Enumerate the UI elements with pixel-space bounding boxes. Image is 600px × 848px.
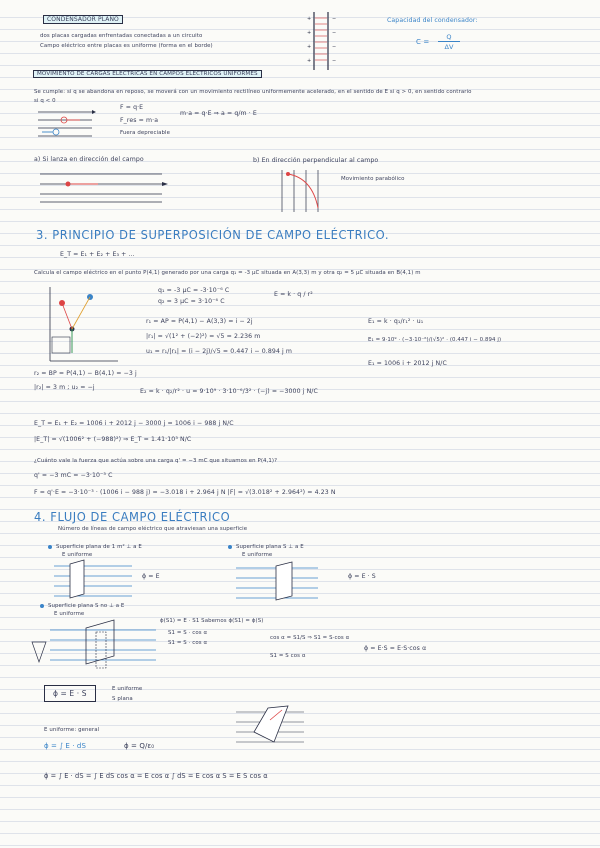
cos-alpha-relation: cos α = S1/S ⇒ S1 = S·cos α [270,635,350,641]
case-2-sub: E uniforme [242,552,273,558]
capacitor-plates-diagram [292,10,352,76]
capacity-num: Q [446,33,452,41]
svg-text:+: + [307,16,312,22]
case-2-label: Superficie plana S ⊥ a E [228,544,304,550]
total-field-modulus: |E_T| = √(1006² + (−988)²) ⇒ E_T = 1.41·10³ N/C [34,436,192,443]
r1-modulus: |r₁| = √(1² + (−2)²) = √5 = 2.236 m [146,333,261,340]
case-2-diagram [236,562,320,602]
data-q1: q₁ = -3 μC = -3·10⁻⁶ C [158,287,230,294]
general-surface-diagram [236,702,306,752]
case-3-sub: E uniforme [54,611,85,617]
svg-text:+: + [307,58,312,64]
fraction-bar [438,41,460,42]
capacitor-line-1: dos placas cargadas enfrentadas conectadas a un circuito [40,33,203,39]
general-flux-integral: ϕ = ∫ E · dS [44,742,86,750]
svg-text:+: + [307,30,312,36]
r2-modulus: |r₂| = 3 m ; u₂ = −j [34,384,95,391]
q-prime-value: q' = −3 mC = −3·10⁻³ C [34,472,113,479]
boxed-note-2: S plana [112,696,133,702]
case-b-label: b) En dirección perpendicular al campo [253,157,379,164]
capacity-formula-lhs: C = [416,38,430,46]
case-1-sub: E uniforme [62,552,93,558]
case-1-label: Superficie plana de 1 m² ⊥ a E [48,544,142,550]
field-formula: E = k · q / r² [274,291,313,298]
superposition-principle: E_T = E₁ + E₂ + E₃ + ... [60,251,135,258]
motion-eq-3: m·a = q·E ⇒ a = q/m · E [180,110,257,117]
case-b-diagram [272,168,336,216]
motion-eq-1: F = q·E [120,104,144,111]
svg-text:−: − [332,44,337,50]
flux-definition: Número de líneas de campo eléctrico que atraviesan una superficie [58,526,248,532]
parabolic-label: Movimiento parabólico [341,176,405,182]
coordinate-sketch [38,283,120,365]
capacitor-title: CONDENSADOR PLANO [43,15,123,24]
calc-line-2: S1 = S · cos α [168,630,208,636]
section-3-heading: 3. PRINCIPIO DE SUPERPOSICIÓN DE CAMPO ELÉCTRICO. [36,227,390,242]
r1-vector: r₁ = AP = P(4,1) − A(3,3) = i − 2j [146,318,253,325]
e2-result: E₂ = k · q₂/r² · u = 9·10⁹ · 3·10⁻⁶/3² · (−j) = −3000 j N/C [140,388,318,395]
u1-vector: u₁ = r₁/|r₁| = (i − 2j)/√5 = 0.447 i − 0.894 j m [146,348,293,355]
motion-line-1b: si q < 0 [34,98,56,104]
calc-line-4: S1 = S cos α [270,653,306,659]
svg-text:+: + [307,44,312,50]
calc-line-1: ϕ(S1) = E · S1 Sabemos ϕ(S1) = ϕ(S) [160,618,264,624]
problem-1-statement: Calcula el campo eléctrico en el punto P(4,1) generado por una carga q₁ = -3 μC situada en A(3,3) m y otra q₂ = 5 μC situada en B(4,1) m [34,270,421,276]
r2-vector: r₂ = BP = P(4,1) − B(4,1) = −3 j [34,370,137,377]
svg-text:−: − [332,58,337,64]
general-case-label: E uniforme: general [44,727,100,733]
force-result: F = q'·E = −3·10⁻³ · (1006 i − 988 j) = −3.018 i + 2.964 j N |F| = √(3.018² + 2.964²) = 4.23 N [34,489,336,496]
boxed-flux-formula: ϕ = E · S [44,685,96,702]
flux-case-1: ϕ = E [142,573,160,580]
boxed-note-1: E uniforme [112,686,143,692]
case-1-diagram [54,560,134,600]
gauss-flux: ϕ = Q/ε₀ [124,742,155,750]
capacitor-line-2: Campo eléctrico entre placas es uniforme (forma en el borde) [40,43,213,49]
problem-2-statement: ¿Cuánto vale la fuerza que actúa sobre una carga q' = −3 mC que situamos en P(4,1)? [34,458,278,464]
svg-text:−: − [332,30,337,36]
motion-title: MOVIMIENTO DE CARGAS ELÉCTRICAS EN CAMPOS ELÉCTRICOS UNIFORMES [33,70,262,78]
motion-eq-2: F_res = m·a [120,117,159,124]
total-field: E_T = E₁ + E₂ = 1006 i + 2012 j − 3000 j = 1006 i − 988 j N/C [34,420,234,427]
e1-formula: E₁ = k · q₁/r₁² · u₁ [368,318,424,325]
case-a-diagram [38,168,168,206]
flux-case-2: ϕ = E · S [348,573,376,580]
section-4-heading: 4. FLUJO DE CAMPO ELÉCTRICO [34,509,231,524]
motion-field-diagram [36,106,96,142]
e1-result: E₁ = 1006 i + 2012 j N/C [368,360,447,367]
svg-text:−: − [332,16,337,22]
motion-line-1: Se cumple: si q se abandona en reposo, se moverá con un movimiento rectilíneo uniformemente acelerado, en el sentido de E si q > 0, en sentido contrario [34,89,472,95]
capacity-label: Capacidad del condensador: [387,17,478,24]
capacity-den: ΔV [444,43,454,51]
final-flux-derivation: ϕ = ∫ E · dS = ∫ E dS cos α = E cos α ∫ dS = E cos α S = E S cos α [44,772,268,780]
case-a-label: a) Si lanza en dirección del campo [34,156,144,163]
e1-values: E₁ = 9·10⁹ · (−3·10⁻⁶)/(√5)² · (0.447 i − 0.894 j) [368,337,502,343]
case-3-label: Superficie plana S no ⊥ a E [40,603,124,609]
data-q2: q₂ = 3 μC = 3·10⁻⁶ C [158,298,225,305]
calc-line-3: S1 = S · cos α [168,640,208,646]
flux-case-3: ϕ = E·S = E·S·cos α [364,645,427,652]
motion-note: Fuera depreciable [120,130,171,136]
case-3-diagram [30,618,160,678]
